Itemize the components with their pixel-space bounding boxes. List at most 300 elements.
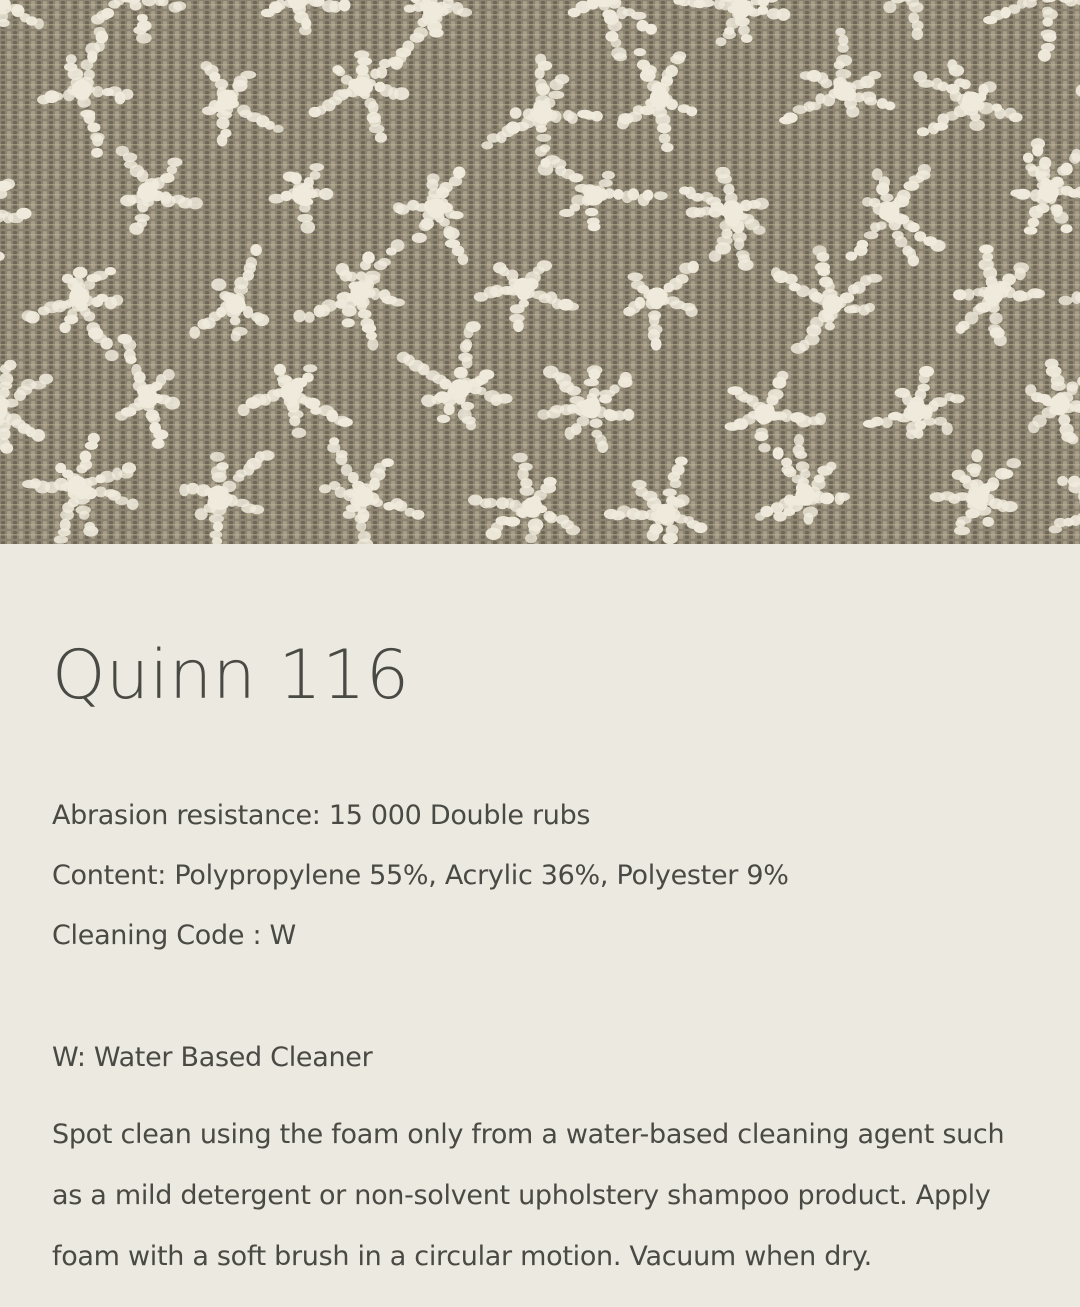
chenille-tuft [738, 259, 754, 271]
chenille-tuft [54, 535, 68, 543]
chenille-tuft [645, 24, 657, 35]
chenille-tuft [952, 470, 966, 480]
chenille-tuft [362, 252, 375, 264]
chenille-tuft [115, 411, 128, 421]
chenille-tuft [519, 463, 533, 471]
chenille-tuft [548, 91, 564, 99]
chenille-tuft [216, 117, 229, 129]
chenille-tuft [201, 61, 213, 71]
chenille-tuft [39, 374, 53, 385]
chenille-tuft [254, 314, 269, 326]
chenille-tuft [773, 447, 784, 459]
chenille-tuft [836, 69, 852, 79]
bloom-centre [1039, 182, 1059, 202]
bloom-centre [354, 487, 374, 507]
chenille-tuft [372, 498, 383, 507]
chenille-tuft [538, 163, 554, 176]
chenille-tuft [164, 397, 180, 410]
chenille-tuft [631, 280, 645, 290]
chenille-tuft [1029, 206, 1043, 219]
chenille-tuft [309, 163, 324, 171]
chenille-tuft [121, 89, 133, 100]
chenille-tuft [117, 334, 132, 344]
chenille-tuft [979, 245, 994, 254]
chenille-tuft [659, 133, 671, 144]
chenille-tuft [918, 164, 931, 175]
chenille-tuft [260, 450, 275, 460]
chenille-tuft [716, 37, 727, 46]
bloom-centre [138, 182, 158, 202]
bloom-centre [138, 388, 158, 408]
chenille-tuft [412, 233, 427, 243]
chenille-tuft [942, 422, 953, 435]
chenille-tuft [1045, 359, 1059, 369]
chenille-tuft [22, 480, 38, 489]
chenille-tuft [332, 65, 343, 74]
chenille-tuft [391, 298, 405, 306]
chenille-tuft [535, 54, 546, 66]
chenille-tuft [665, 65, 678, 77]
chenille-tuft [210, 452, 225, 462]
chenille-tuft [179, 484, 189, 497]
chenille-tuft [16, 208, 31, 220]
chenille-tuft [803, 513, 813, 525]
chenille-tuft [1025, 163, 1036, 171]
chenille-tuft [310, 171, 321, 180]
chenille-tuft [966, 463, 981, 473]
chenille-tuft [754, 432, 768, 442]
chenille-tuft [412, 510, 425, 520]
chenille-tuft [895, 388, 910, 398]
chenille-tuft [250, 244, 262, 256]
chenille-tuft [481, 141, 493, 149]
chenille-tuft [725, 422, 741, 431]
chenille-tuft [688, 261, 699, 273]
chenille-tuft [995, 107, 1006, 119]
chenille-tuft [686, 207, 702, 218]
chenille-tuft [202, 106, 217, 115]
chenille-tuft [814, 475, 825, 484]
chenille-tuft [105, 267, 116, 275]
chenille-tuft [906, 429, 917, 439]
bloom-centre [833, 81, 853, 101]
chenille-tuft [487, 133, 500, 142]
chenille-tuft [131, 364, 141, 377]
chenille-tuft [604, 509, 619, 519]
chenille-tuft [120, 195, 136, 207]
chenille-tuft [825, 322, 835, 330]
chenille-tuft [793, 105, 808, 114]
chenille-tuft [73, 267, 88, 279]
chenille-tuft [297, 214, 313, 223]
chenille-tuft [1028, 421, 1039, 433]
chenille-tuft [216, 462, 228, 470]
bloom-centre [352, 77, 372, 97]
chenille-tuft [394, 87, 410, 100]
chenille-tuft [195, 508, 208, 520]
bloom-centre [67, 476, 87, 496]
chenille-tuft [836, 55, 852, 67]
bloom-centre [1050, 394, 1070, 414]
chenille-tuft [610, 385, 620, 394]
chenille-tuft [343, 510, 356, 519]
bloom-centre [656, 504, 676, 524]
chenille-tuft [462, 339, 472, 350]
bloom-centre [426, 198, 446, 218]
chenille-tuft [341, 75, 353, 85]
chenille-tuft [1066, 381, 1078, 391]
chenille-tuft [758, 443, 770, 452]
chenille-tuft [694, 522, 708, 533]
chenille-tuft [634, 48, 646, 56]
chenille-tuft [293, 310, 305, 323]
chenille-tuft [510, 304, 525, 314]
chenille-tuft [757, 6, 768, 15]
chenille-tuft [493, 262, 507, 273]
chenille-tuft [779, 116, 794, 124]
chenille-tuft [100, 338, 113, 350]
chenille-tuft [657, 123, 671, 133]
chenille-tuft [820, 493, 835, 505]
bloom-centre [584, 186, 604, 206]
chenille-tuft [771, 267, 781, 278]
chenille-tuft [536, 125, 547, 133]
chenille-tuft [971, 449, 983, 462]
chenille-tuft [846, 106, 859, 118]
chenille-tuft [545, 155, 561, 164]
bloom-centre [533, 104, 553, 124]
chenille-tuft [240, 71, 256, 79]
chenille-tuft [59, 322, 70, 333]
chenille-tuft [535, 79, 547, 91]
chenille-tuft [768, 389, 784, 400]
bloom-centre [581, 398, 601, 418]
chenille-tuft [919, 366, 934, 377]
chenille-tuft [338, 418, 353, 427]
chenille-tuft [302, 373, 313, 383]
chenille-tuft [124, 349, 136, 361]
chenille-tuft [546, 513, 558, 524]
chenille-tuft [686, 106, 697, 116]
chenille-tuft [4, 360, 17, 371]
chenille-tuft [673, 51, 686, 60]
chenille-tuft [755, 512, 765, 521]
cleaning-instructions: Spot clean using the foam only from a water-based cleaning agent such as a mild detergent or non-solvent upholstery shampoo product. Apply foam with a soft brush in a circular motion. Vacuum when dry. [52, 1119, 1005, 1272]
chenille-tuft [723, 184, 734, 195]
chenille-tuft [34, 18, 44, 29]
chenille-tuft [568, 8, 581, 17]
chenille-tuft [198, 319, 211, 330]
chenille-tuft [969, 120, 985, 131]
chenille-tuft [354, 50, 369, 59]
chenille-tuft [301, 221, 316, 234]
chenille-tuft [1006, 458, 1021, 468]
chenille-tuft [83, 526, 98, 537]
bloom-centre [822, 294, 842, 314]
chenille-tuft [60, 510, 74, 521]
chenille-tuft [566, 303, 579, 311]
bloom-centre [907, 401, 927, 421]
bloom-centre [72, 80, 92, 100]
chenille-tuft [167, 158, 182, 167]
chenille-tuft [250, 505, 264, 514]
chenille-tuft [885, 101, 896, 110]
chenille-tuft [543, 366, 559, 379]
chenille-tuft [1013, 262, 1029, 273]
chenille-tuft [864, 231, 879, 239]
chenille-tuft [378, 258, 391, 266]
cleaning-heading: W: Water Based Cleaner [52, 1042, 373, 1073]
chenille-tuft [510, 107, 522, 119]
chenille-tuft [66, 54, 77, 64]
chenille-tuft [283, 171, 298, 181]
chenille-tuft [897, 190, 911, 203]
chenille-tuft [741, 34, 753, 43]
chenille-tuft [536, 134, 551, 142]
chenille-tuft [709, 250, 722, 262]
spec-content: Content: Polypropylene 55%, Acrylic 36%, Polyester 9% [52, 860, 789, 891]
bloom-centre [650, 88, 670, 108]
chenille-tuft [930, 492, 946, 502]
chenille-tuft [982, 81, 996, 92]
chenille-tuft [1002, 274, 1016, 286]
chenille-tuft [22, 310, 36, 321]
chenille-tuft [604, 188, 615, 198]
chenille-tuft [453, 166, 465, 178]
chenille-tuft [1042, 17, 1053, 26]
chenille-tuft [628, 272, 644, 281]
chenille-tuft [105, 350, 119, 361]
bloom-centre [983, 285, 1003, 305]
chenille-tuft [679, 186, 690, 194]
chenille-tuft [1010, 189, 1026, 197]
chenille-tuft [0, 373, 13, 386]
chenille-tuft [826, 462, 836, 471]
chenille-tuft [930, 240, 945, 252]
chenille-tuft [0, 443, 13, 454]
chenille-tuft [643, 190, 654, 201]
chenille-tuft [1023, 153, 1034, 163]
chenille-tuft [83, 311, 95, 321]
chenille-tuft [136, 33, 152, 44]
bloom-centre [522, 497, 542, 517]
bloom-centre [423, 1, 443, 21]
chenille-tuft [496, 497, 509, 509]
bloom-centre [281, 382, 301, 402]
chenille-tuft [1033, 289, 1045, 298]
chenille-tuft [632, 480, 647, 489]
chenille-tuft [160, 173, 175, 183]
chenille-tuft [862, 197, 873, 207]
chenille-tuft [152, 439, 165, 449]
bloom-centre [69, 287, 89, 307]
chenille-tuft [87, 123, 100, 133]
chenille-tuft [661, 143, 674, 152]
bloom-centre [795, 486, 815, 506]
chenille-tuft [238, 404, 250, 416]
chenille-tuft [647, 529, 659, 542]
chenille-tuft [535, 146, 547, 156]
chenille-tuft [846, 252, 858, 261]
chenille-tuft [955, 324, 965, 334]
chenille-tuft [329, 437, 339, 445]
chenille-tuft [92, 135, 103, 147]
chenille-tuft [907, 222, 920, 232]
chenille-tuft [94, 27, 106, 37]
chenille-tuft [381, 458, 394, 467]
chenille-tuft [404, 5, 416, 13]
chenille-tuft [213, 521, 223, 532]
chenille-tuft [1009, 113, 1023, 123]
chenille-tuft [798, 478, 809, 486]
chenille-tuft [864, 303, 875, 312]
chenille-tuft [319, 484, 331, 493]
chenille-tuft [675, 494, 689, 506]
chenille-tuft [1054, 212, 1069, 224]
chenille-tuft [356, 64, 369, 75]
chenille-tuft [365, 271, 380, 281]
chenille-tuft [444, 403, 455, 415]
chenille-tuft [631, 12, 646, 20]
chenille-tuft [375, 132, 387, 142]
bloom-centre [968, 488, 988, 508]
chenille-tuft [587, 365, 603, 375]
chenille-tuft [715, 167, 730, 179]
chenille-tuft [628, 188, 640, 200]
chenille-tuft [303, 364, 317, 372]
chenille-tuft [727, 386, 743, 395]
chenille-tuft [486, 528, 502, 540]
chenille-tuft [800, 71, 813, 80]
bloom-centre [208, 486, 228, 506]
chenille-tuft [525, 533, 537, 543]
chenille-tuft [93, 86, 104, 98]
chenille-tuft [314, 305, 325, 317]
chenille-tuft [497, 394, 513, 404]
chenille-tuft [675, 274, 688, 284]
chenille-tuft [1061, 224, 1073, 233]
chenille-tuft [1059, 296, 1073, 306]
chenille-tuft [1043, 33, 1057, 42]
chenille-tuft [909, 2, 924, 13]
chenille-tuft [108, 0, 120, 9]
chenille-tuft [80, 451, 92, 463]
chenille-tuft [429, 28, 443, 37]
chenille-tuft [623, 409, 634, 421]
chenille-tuft [358, 309, 372, 318]
chenille-tuft [261, 9, 275, 18]
chenille-tuft [457, 8, 472, 17]
chenille-tuft [672, 464, 685, 475]
chenille-tuft [620, 372, 632, 384]
chenille-tuft [367, 338, 378, 350]
chenille-tuft [153, 429, 168, 439]
chenille-tuft [777, 371, 789, 381]
bloom-centre [292, 185, 312, 205]
chenille-tuft [555, 74, 570, 84]
chenille-tuft [663, 533, 678, 544]
chenille-tuft [567, 112, 578, 124]
bloom-centre [962, 92, 982, 112]
chenille-tuft [983, 16, 997, 24]
bloom-centre [880, 202, 900, 222]
chenille-tuft [819, 277, 833, 288]
chenille-tuft [781, 458, 792, 468]
chenille-tuft [1039, 157, 1051, 170]
chenille-tuft [566, 525, 580, 535]
chenille-tuft [584, 378, 599, 386]
chenille-tuft [474, 292, 488, 302]
chenille-tuft [738, 25, 750, 36]
chenille-tuft [458, 353, 473, 362]
chenille-tuft [468, 495, 483, 506]
chenille-tuft [838, 492, 850, 501]
chenille-tuft [950, 394, 965, 403]
chenille-tuft [791, 343, 806, 354]
chenille-tuft [602, 171, 615, 180]
bloom-centre [350, 282, 370, 302]
chenille-tuft [918, 384, 930, 392]
chenille-tuft [608, 20, 622, 32]
chenille-tuft [37, 95, 50, 105]
chenille-tuft [427, 173, 440, 183]
chenille-tuft [954, 526, 970, 535]
chenille-tuft [809, 288, 819, 301]
chenille-tuft [116, 146, 129, 157]
bloom-centre [754, 404, 774, 424]
chenille-tuft [588, 222, 601, 231]
chenille-tuft [466, 421, 476, 431]
chenille-tuft [173, 1, 186, 11]
chenille-tuft [723, 30, 736, 39]
chenille-tuft [88, 433, 100, 444]
chenille-tuft [211, 278, 226, 290]
chenille-tuft [513, 320, 524, 333]
chenille-tuft [867, 274, 883, 283]
chenille-tuft [336, 263, 350, 276]
chenille-tuft [994, 335, 1007, 347]
chenille-tuft [987, 477, 999, 490]
chenille-tuft [913, 71, 927, 82]
chenille-tuft [544, 477, 557, 486]
chenille-tuft [1038, 49, 1051, 61]
chenille-tuft [341, 464, 352, 476]
chenille-tuft [1025, 384, 1036, 396]
chenille-tuft [393, 202, 404, 213]
chenille-tuft [356, 521, 366, 532]
chenille-tuft [1001, 469, 1014, 478]
chenille-tuft [794, 434, 804, 446]
chenille-tuft [369, 124, 385, 133]
chenille-tuft [947, 59, 957, 71]
chenille-tuft [163, 369, 175, 380]
chenille-tuft [71, 277, 84, 287]
chenille-tuft [1031, 138, 1045, 149]
chenille-tuft [815, 413, 826, 426]
chenille-tuft [439, 218, 450, 227]
chenille-tuft [342, 318, 355, 327]
chenille-tuft [319, 188, 333, 200]
chenille-tuft [391, 239, 405, 252]
chenille-tuft [1049, 525, 1062, 533]
chenille-tuft [84, 69, 95, 80]
chenille-tuft [417, 18, 428, 27]
chenille-tuft [1057, 476, 1068, 486]
chenille-tuft [2, 179, 15, 190]
chenille-tuft [1024, 226, 1038, 234]
bloom-centre [647, 287, 667, 307]
chenille-tuft [651, 338, 662, 351]
